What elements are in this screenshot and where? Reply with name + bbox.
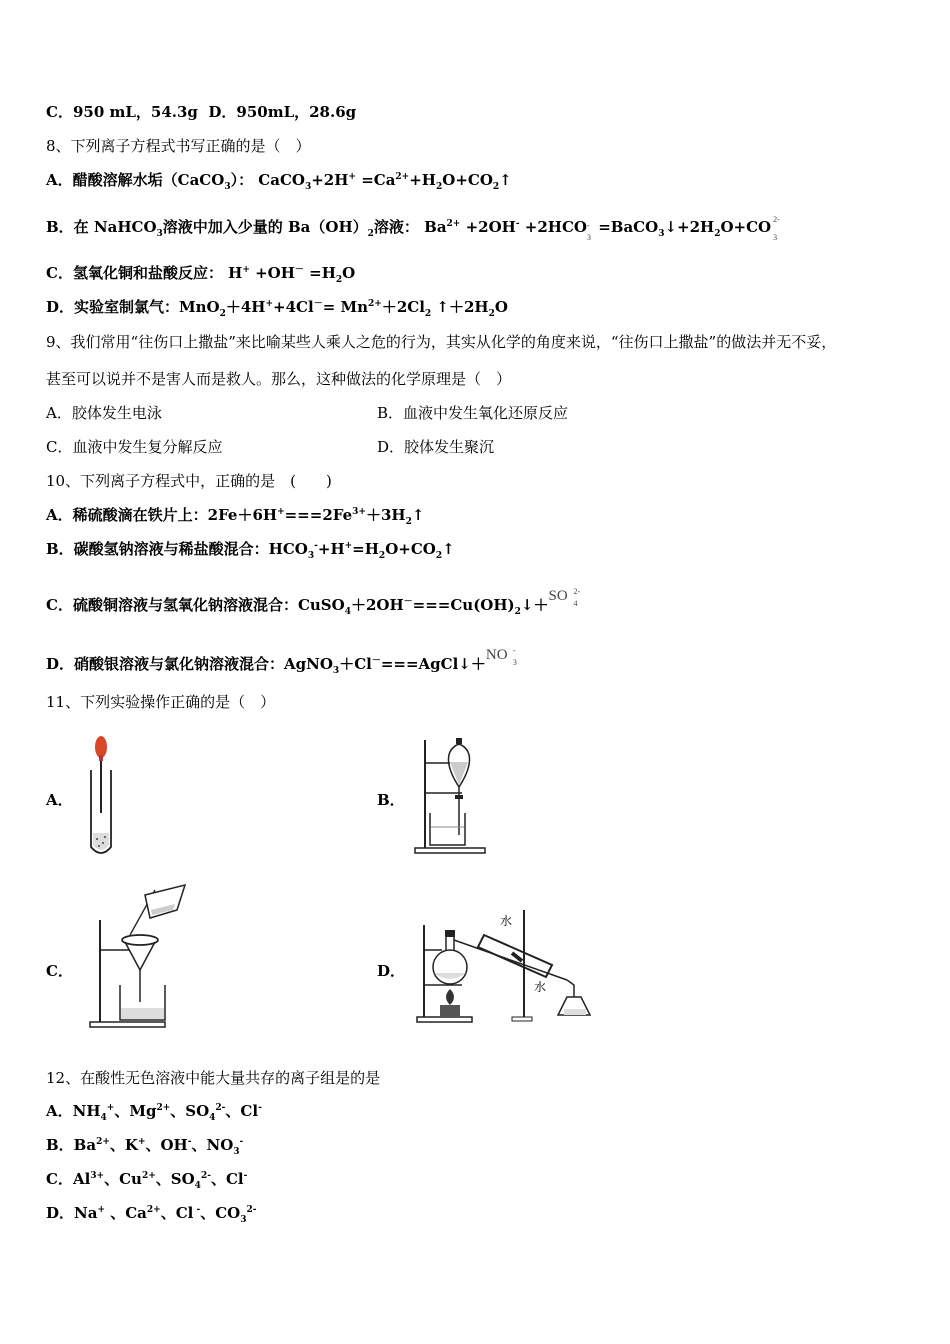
q12-option-a: A．$NH_4^+$、$Mg^{2+}$、$SO_4^{2-}$、Cl- <box>46 1102 262 1123</box>
q9-row-ab <box>46 403 162 423</box>
q7-option-d: D．950mL，28.6g <box>208 103 357 121</box>
q11-stem: 11、下列实验操作正确的是（ ） <box>46 693 276 711</box>
q12-stem: 12、在酸性无色溶液中能大量共存的离子组是的是 <box>46 1069 381 1087</box>
q9-stem-line1: 9、我们常用“往伤口上撒盐”来比喻某些人乘人之危的行为，其实从化学的角度来说，“往伤口上撒盐”的做法并无不妥， <box>46 333 837 351</box>
q7-option-cd <box>46 102 356 122</box>
q12-option-b: B．$Ba^{2+}$、K+、OH-、$NO_3^-$ <box>46 1136 244 1157</box>
q12-option-d: D．Na+ 、$Ca^{2+}$、Cl -、$CO_3^{2-}$ <box>46 1204 257 1225</box>
q10-option-d: D．硝酸银溶液与氯化钠溶液混合：AgNO$_3$＋Cl－===AgCl↓＋NO - 3 <box>46 646 517 676</box>
q10-option-b: B．碳酸氢钠溶液与稀盐酸混合：$HCO_3^-+H^+=H_2O+CO_2↑$ <box>46 540 455 561</box>
q8-option-c: C．氢氧化铜和盐酸反应： $H^+ +OH^- =H_2O$ <box>46 264 356 285</box>
q9-stem-line2: 甚至可以说并不是害人而是救人。那么，这种做法的化学原理是（ ） <box>46 370 512 388</box>
q8-option-a: A．醋酸溶解水垢（CaCO$_3$）： CaCO$_3$+2H+ $=Ca^{2+}+H_2O+CO_2↑$ <box>46 171 512 192</box>
dropper-test-tube-figure <box>80 735 130 860</box>
q7-option-c: C．950 mL，54.3g <box>46 103 198 121</box>
q11-option-a-label: A． <box>46 791 73 809</box>
q9-option-d: D．胶体发生聚沉 <box>377 438 495 456</box>
q11-option-d-label: D． <box>377 962 406 980</box>
water-out-label: 水 <box>534 980 547 994</box>
water-in-label: 水 <box>500 914 513 928</box>
q9-option-a: A．胶体发生电泳 <box>46 404 162 422</box>
filtration-figure <box>85 880 195 1030</box>
q10-stem: 10、下列离子方程式中，正确的是 ( ) <box>46 472 332 490</box>
q10-option-a: A．稀硫酸滴在铁片上：$2Fe+6H^+===2Fe^{3+}+3H_2↑$ <box>46 506 425 527</box>
q11-option-c-label: C． <box>46 962 73 980</box>
q9-option-c: C．血液中发生复分解反应 <box>46 438 223 456</box>
q12-option-c: C．$Al^{3+}$、$Cu^{2+}$、$SO_4^{2-}$、Cl- <box>46 1170 248 1191</box>
q11-option-b-label: B． <box>377 791 405 809</box>
q8-stem: 8、下列离子方程式书写正确的是（ ） <box>46 137 311 155</box>
separatory-funnel-figure <box>410 735 490 857</box>
q8-option-b: B．在 NaHCO$_3$溶液中加入少量的 $Ba(OH)_2$溶液： $Ba^{2+} +2OH^- +2HCO$ - 3 $=BaCO_3↓+2H_2O+CO$ 2- 3 <box>46 215 780 242</box>
q10-option-c: C．硫酸铜溶液与氢氧化钠溶液混合：$CuSO_4+2OH^-===Cu(OH)_2↓+SO$ 2- 4 <box>46 587 581 617</box>
q8-option-d: D．实验室制氯气：$MnO_2+4H^++4Cl^-= Mn^{2+}+2Cl_2$ $↑+2H_2O$ <box>46 298 508 319</box>
q9-option-b: B．血液中发生氧化还原反应 <box>377 404 569 422</box>
distillation-figure <box>412 905 597 1025</box>
